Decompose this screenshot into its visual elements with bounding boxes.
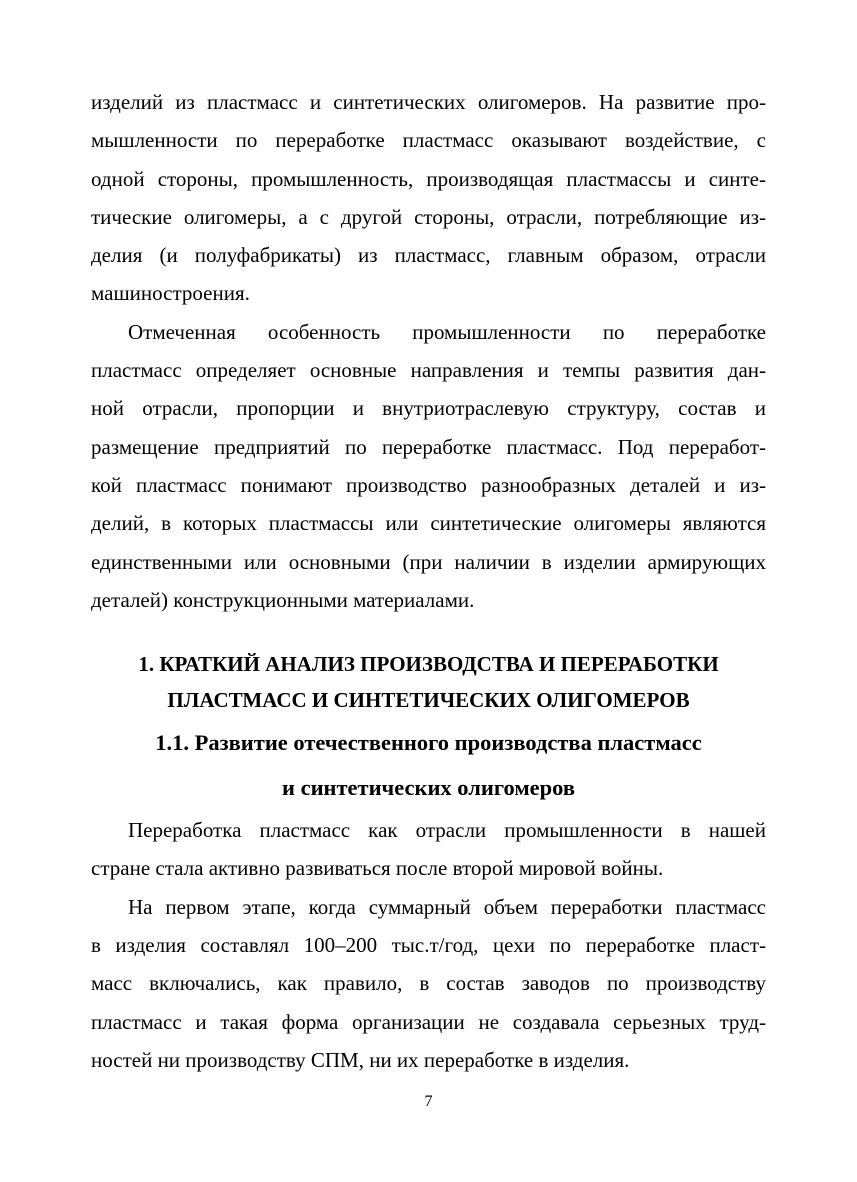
paragraph-continuation [91, 83, 766, 313]
section-heading [91, 720, 766, 810]
text-line: единственными или основными (при наличии в изделии армирующих [91, 549, 766, 574]
section-heading-line: и синтетических олигомеров [282, 775, 575, 801]
text-line: деталей) конструкционными материалами. [91, 587, 475, 612]
chapter-heading [91, 646, 766, 718]
text-line: одной стороны, промышленность, производящая пластмассы и синте- [91, 166, 766, 191]
text-line: машиностроения. [91, 281, 250, 306]
paragraph [91, 811, 766, 888]
section-heading-line: 1.1. Развитие отечественного производства пластмасс [155, 730, 702, 756]
text-line: размещение предприятий по переработке пластмасс. Под переработ- [91, 434, 766, 459]
page-number: 7 [424, 1093, 433, 1110]
text-line: тические олигомеры, а с другой стороны, отрасли, потребляющие из- [91, 204, 766, 229]
text-line: в изделия составлял 100–200 тыс.т/год, цехи по переработке пласт- [91, 933, 766, 958]
text-line: На первом этапе, когда суммарный объем переработки пластмасс [128, 894, 766, 919]
text-line: делия (и полуфабрикаты) из пластмасс, главным образом, отрасли [91, 243, 766, 268]
page-body [91, 83, 766, 1079]
text-line: изделий из пластмасс и синтетических олигомеров. На развитие про- [91, 90, 766, 114]
text-line: пластмасс и такая форма организации не создавала серьезных труд- [91, 1009, 766, 1034]
text-line: пластмасс определяет основные направления и темпы развития дан- [91, 358, 766, 383]
text-line: кой пластмасс понимают производство разнообразных деталей и из- [91, 472, 766, 497]
paragraph [91, 888, 766, 1079]
text-line: ной отрасли, пропорции и внутриотраслевую структуру, состав и [91, 396, 766, 421]
chapter-heading-line: 1. КРАТКИЙ АНАЛИЗ ПРОИЗВОДСТВА И ПЕРЕРАБОТКИ [138, 652, 719, 677]
chapter-heading-line: ПЛАСТМАСС И СИНТЕТИЧЕСКИХ ОЛИГОМЕРОВ [167, 688, 690, 713]
paragraph [91, 313, 766, 619]
text-line: стране стала активно развиваться после второй мировой войны. [91, 856, 664, 881]
text-line: мышленности по переработке пластмасс оказывают воздействие, с [91, 128, 766, 153]
text-line: ностей ни производству СПМ, ни их переработке в изделия. [91, 1047, 630, 1072]
text-line: делий, в которых пластмассы или синтетические олигомеры являются [91, 511, 766, 536]
text-line: масс включались, как правило, в состав заводов по производству [91, 971, 766, 996]
text-line: Отмеченная особенность промышленности по переработке [128, 319, 766, 344]
text-line: Переработка пластмасс как отрасли промышленности в нашей [128, 818, 766, 843]
